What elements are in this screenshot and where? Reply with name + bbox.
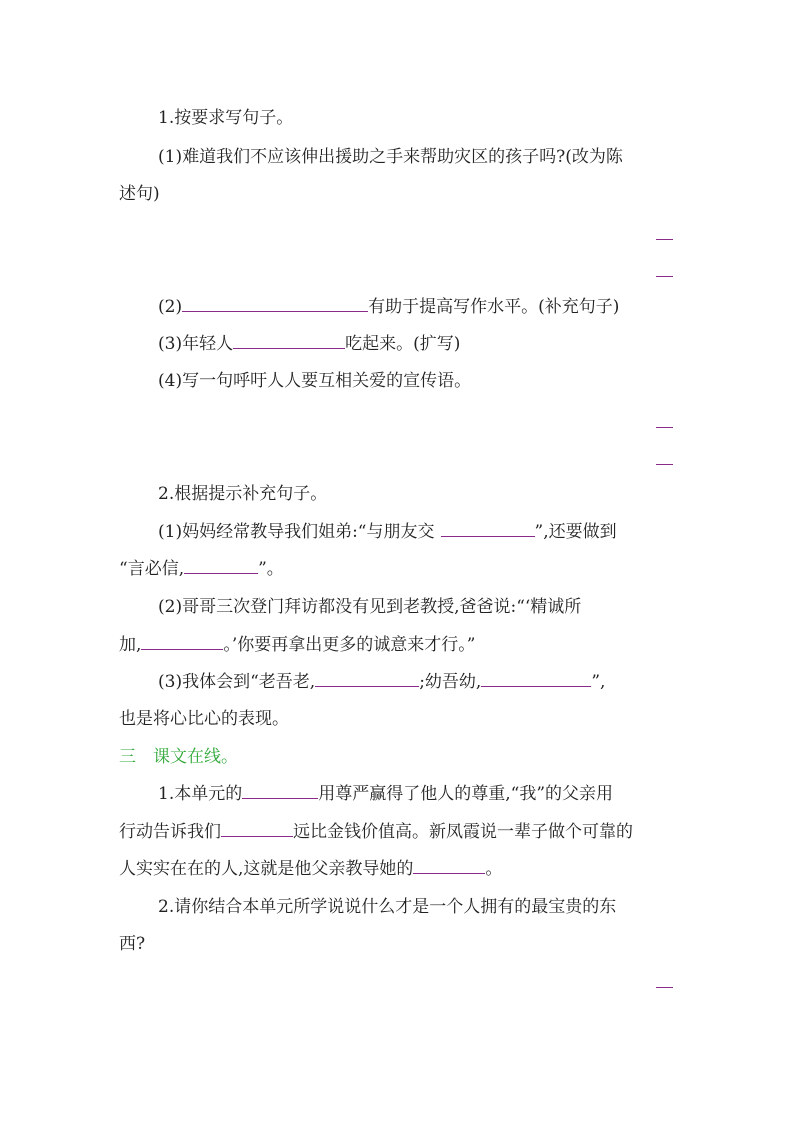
question-1-item-4: (4)写一句呼吁人人要互相关爱的宣传语。	[158, 371, 472, 391]
question-1-item-2	[158, 295, 619, 319]
section-3-question-2: 2.请你结合本单元所学说说什么才是一个人拥有的最宝贵的东	[158, 897, 617, 917]
fill-blank[interactable]	[141, 633, 223, 650]
fill-blank[interactable]	[182, 295, 368, 312]
s3-q1-line3-prefix: 人实实在在的人,这就是他父亲教导她的	[119, 859, 414, 879]
q2-item-2-line2-suffix: 。’你要再拿出更多的诚意来才行。”	[223, 635, 476, 655]
fill-blank[interactable]	[315, 670, 419, 687]
answer-line-1a[interactable]	[656, 239, 673, 240]
s3-q1-line2-suffix: 远比金钱价值高。新凤霞说一辈子做个可靠的	[293, 822, 633, 842]
section-3-heading: 三 课文在线。	[119, 747, 238, 767]
q2-item-2-line2-prefix: 加,	[119, 635, 142, 655]
answer-line-4a[interactable]	[656, 427, 673, 428]
question-2-item-3	[158, 670, 605, 694]
question-2-item-3-cont: 也是将心比心的表现。	[119, 709, 289, 729]
fill-blank[interactable]	[242, 782, 318, 799]
s3-q1-line2-prefix: 行动告诉我们	[119, 822, 221, 842]
question-2-heading: 2.根据提示补充句子。	[158, 484, 328, 504]
answer-line-s3[interactable]	[656, 987, 673, 988]
answer-line-4b[interactable]	[656, 464, 673, 465]
q2-item-1-line2-prefix: “言必信,	[119, 559, 185, 579]
question-1-item-3	[158, 332, 460, 356]
q2-item-1-suffix: ”,还要做到	[534, 522, 617, 542]
section-3-question-1-cont	[119, 820, 633, 844]
item-3-prefix: (3)年轻人	[158, 334, 234, 354]
q2-item-3-mid: ;幼吾幼,	[419, 672, 482, 692]
q2-item-1-prefix: (1)妈妈经常教导我们姐弟:“与朋友交	[158, 522, 435, 542]
section-3-question-2-cont: 西?	[119, 934, 146, 954]
question-2-item-2: (2)哥哥三次登门拜访都没有见到老教授,爸爸说:“‘精诚所	[158, 597, 582, 617]
question-1-heading: 1.按要求写句子。	[158, 108, 294, 128]
section-3-question-1	[158, 782, 613, 806]
question-2-item-1	[158, 520, 617, 544]
item-3-suffix: 吃起来。(扩写)	[345, 334, 461, 354]
fill-blank[interactable]	[481, 670, 591, 687]
question-2-item-2-cont	[119, 633, 476, 657]
q2-item-1-line2-suffix: ”。	[258, 559, 284, 579]
s3-q1-prefix: 1.本单元的	[158, 784, 243, 804]
fill-blank[interactable]	[441, 520, 535, 537]
answer-line-1b[interactable]	[656, 276, 673, 277]
question-1-item-1-cont: 述句)	[119, 184, 160, 204]
fill-blank[interactable]	[184, 557, 258, 574]
section-3-question-1-cont2	[119, 857, 502, 881]
q2-item-3-prefix: (3)我体会到“老吾老,	[158, 672, 316, 692]
q2-item-3-suffix: ”,	[591, 672, 606, 692]
s3-q1-suffix: 用尊严赢得了他人的尊重,“我”的父亲用	[318, 784, 614, 804]
item-2-prefix: (2)	[158, 297, 183, 317]
fill-blank[interactable]	[221, 820, 293, 837]
question-1-item-1: (1)难道我们不应该伸出援助之手来帮助灾区的孩子吗?(改为陈	[158, 147, 623, 167]
question-2-item-1-cont	[119, 557, 284, 581]
item-2-suffix: 有助于提高写作水平。(补充句子)	[368, 297, 620, 317]
s3-q1-line3-suffix: 。	[485, 859, 503, 879]
fill-blank[interactable]	[413, 857, 485, 874]
fill-blank[interactable]	[233, 332, 345, 349]
